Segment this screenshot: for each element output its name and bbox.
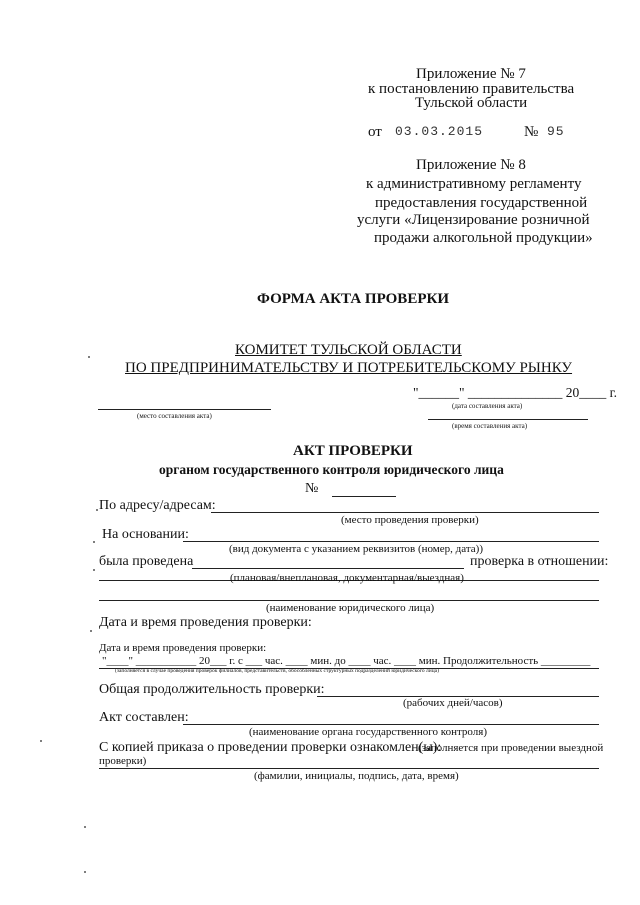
time-caption: (время составления акта) [452,422,528,430]
appendix7-line3: Тульской области [415,95,528,111]
copy-line1: С копией приказа о проведении проверки ознакомлен(ы): [99,740,442,755]
appendix8-line3: предоставления государственной [375,195,588,211]
appendix7-line1: Приложение № 7 [416,66,526,82]
scan-speck [93,541,95,543]
conducted-line [192,568,464,569]
address-caption: (место проведения проверки) [341,514,479,526]
copy-line [99,768,599,769]
conducted-label: была проведена [99,554,194,569]
act-number-line [332,496,396,497]
form-title: ФОРМА АКТА ПРОВЕРКИ [257,291,450,307]
datetime-label: Дата и время проведения проверки: [99,615,312,630]
datetime-small-label: Дата и время проведения проверки: [99,642,267,654]
appendix8-line4: услуги «Лицензирование розничной [357,212,590,228]
act-number-label: № [305,481,319,496]
appendix7-date: 03.03.2015 [395,124,484,139]
scan-speck [88,356,90,358]
datetime-row: "____" ___________ 20___ г. с ___ час. ____ мин. до ____ час. ____ мин. Продолжительность _________ [102,655,591,667]
appendix7-from-label: от [368,124,382,140]
entity-line [99,600,599,601]
time-line [428,419,588,420]
basis-label: На основании: [102,527,189,542]
basis-line [183,541,599,542]
committee-line2: ПО ПРЕДПРИНИМАТЕЛЬСТВУ И ПОТРЕБИТЕЛЬСКОМУ РЫНКУ [125,360,573,376]
entity-caption: (наименование юридического лица) [266,602,435,614]
copy-note: (заполняется при проведении выездной [418,742,604,754]
committee-line1: КОМИТЕТ ТУЛЬСКОЙ ОБЛАСТИ [235,342,462,358]
scan-speck [84,826,86,828]
appendix7-number-label: № [524,124,539,140]
scan-speck [96,509,98,511]
appendix8-line5: продажи алкогольной продукции» [374,230,593,246]
regarding-label: проверка в отношении: [470,554,609,569]
date-line: "______" ______________ 20____ г. [413,385,618,400]
basis-caption: (вид документа с указанием реквизитов (номер, дата)) [229,543,483,555]
appendix7-number: 95 [547,124,565,139]
scan-speck [93,569,95,571]
act-subtitle: органом государственного контроля юридического лица [159,462,504,477]
duration-label: Общая продолжительность проверки: [99,682,325,697]
type-caption: (плановая/внеплановая, документарная/выездная) [230,572,464,584]
scan-speck [90,630,92,632]
duration-caption: (рабочих дней/часов) [403,697,503,709]
copy-line2: проверки) [99,755,147,767]
place-caption: (место составления акта) [137,412,212,420]
compiled-label: Акт составлен: [99,710,189,725]
appendix8-line1: Приложение № 8 [416,157,526,173]
appendix7-line2: к постановлению правительства [368,81,575,97]
copy-caption: (фамилии, инициалы, подпись, дата, время) [254,770,459,782]
place-line [98,409,271,410]
scan-speck [84,871,86,873]
address-label: По адресу/адресам: [99,498,216,513]
scan-speck [40,740,42,742]
datetime-caption: (заполняется в случае проведения проверок филиалов, представительств, обособленных структурных подразделений юридического лица) [115,668,439,674]
compiled-line [183,724,599,725]
compiled-caption: (наименование органа государственного контроля) [249,726,487,738]
act-title: АКТ ПРОВЕРКИ [293,443,413,459]
date-caption: (дата составления акта) [452,402,523,410]
appendix8-line2: к административному регламенту [366,176,582,192]
address-line [211,512,599,513]
